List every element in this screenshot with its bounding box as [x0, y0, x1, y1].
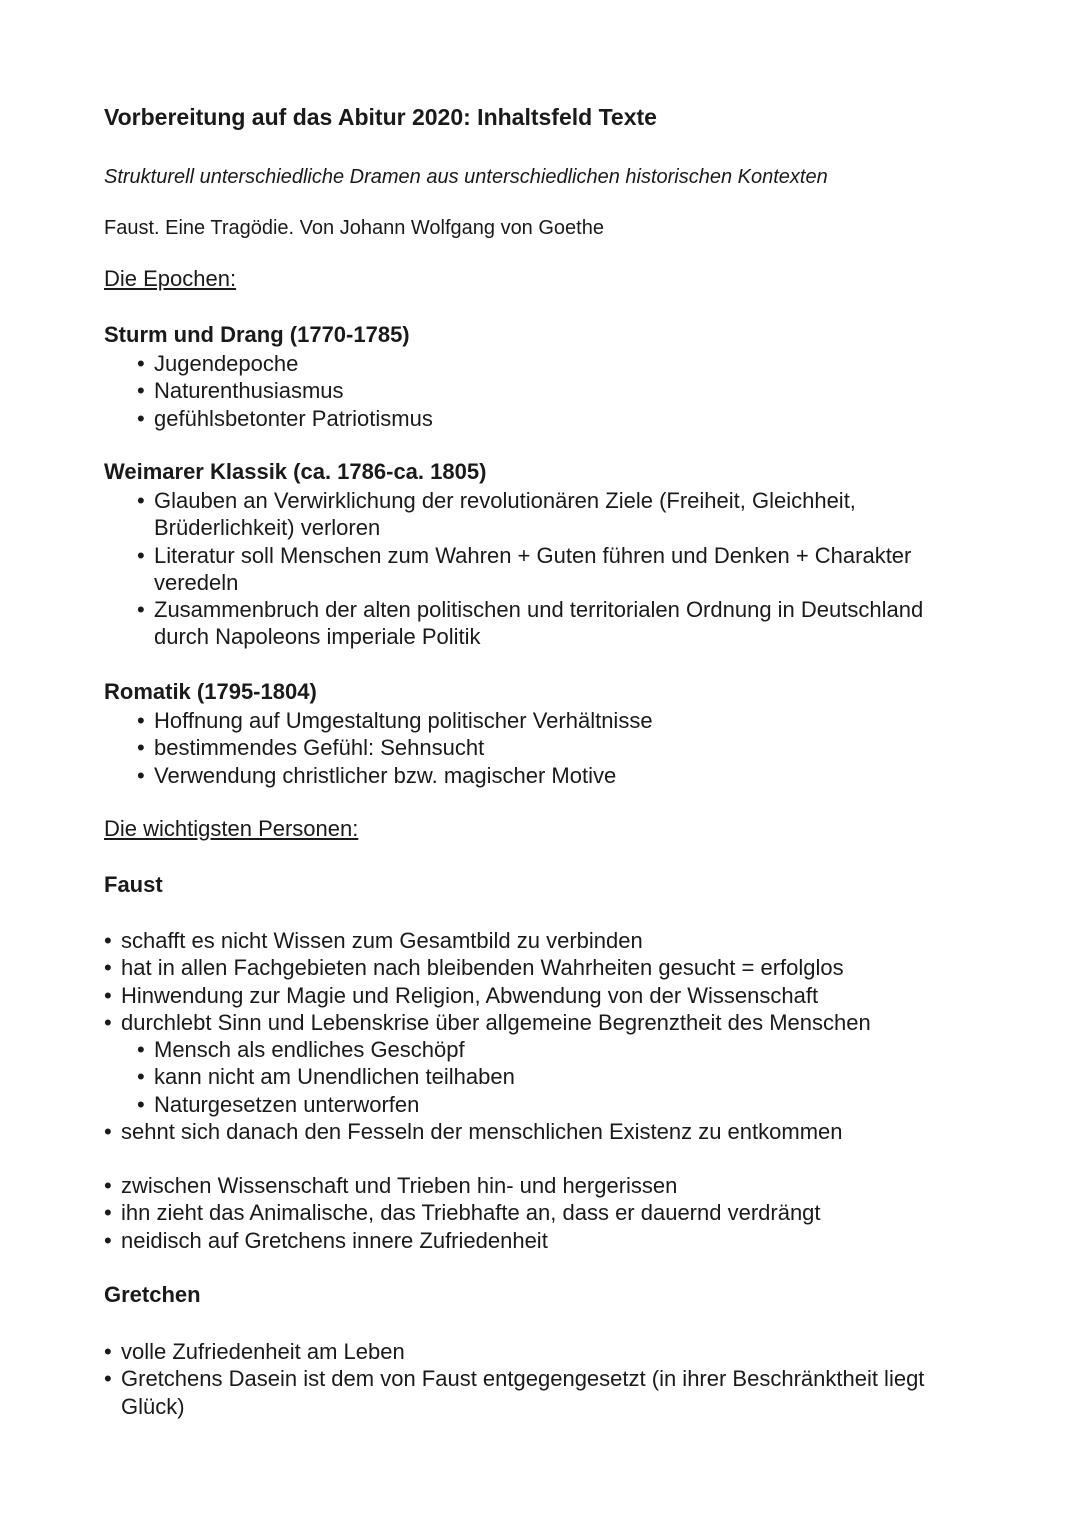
list-item: • Naturenthusiasmus [104, 377, 984, 404]
list-item: • schafft es nicht Wissen zum Gesamtbild zu verbinden [104, 927, 984, 954]
list-item: • neidisch auf Gretchens innere Zufriedenheit [104, 1227, 984, 1254]
epochs-heading: Die Epochen: [104, 266, 237, 291]
list-item: • bestimmendes Gefühl: Sehnsucht [104, 734, 984, 761]
document-title: Vorbereitung auf das Abitur 2020: Inhaltsfeld Texte [104, 104, 657, 130]
list-item: • zwischen Wissenschaft und Trieben hin- und hergerissen [104, 1172, 984, 1199]
list-item: • Zusammenbruch der alten politischen und territorialen Ordnung in Deutschland durch Napoleons imperiale Politik [104, 596, 984, 651]
person-faust-list-b [104, 1172, 984, 1254]
list-item: • ihn zieht das Animalische, das Triebhafte an, dass er dauernd verdrängt [104, 1199, 984, 1226]
list-item: • gefühlsbetonter Patriotismus [104, 405, 984, 432]
epoch-weimarer-klassik-list [104, 487, 984, 651]
list-item: • hat in allen Fachgebieten nach bleibenden Wahrheiten gesucht = erfolglos [104, 954, 984, 981]
list-item: • Verwendung christlicher bzw. magischer Motive [104, 762, 984, 789]
list-item: • Literatur soll Menschen zum Wahren + Guten führen und Denken + Charakter veredeln [104, 542, 984, 597]
list-item: • Jugendepoche [104, 350, 984, 377]
list-item: • Hinwendung zur Magie und Religion, Abwendung von der Wissenschaft [104, 982, 984, 1009]
sub-list-item: • Naturgesetzen unterworfen [104, 1091, 984, 1118]
document-subtitle: Strukturell unterschiedliche Dramen aus unterschiedlichen historischen Kontexten [104, 166, 828, 188]
person-gretchen-list [104, 1338, 944, 1420]
list-item: • Hoffnung auf Umgestaltung politischer Verhältnisse [104, 707, 984, 734]
persons-heading: Die wichtigsten Personen: [104, 816, 359, 841]
list-item: • volle Zufriedenheit am Leben [104, 1338, 944, 1365]
epoch-sturm-und-drang-heading: Sturm und Drang (1770-1785) [104, 322, 410, 347]
epoch-romatik-heading: Romatik (1795-1804) [104, 679, 317, 704]
list-item: • durchlebt Sinn und Lebenskrise über allgemeine Begrenztheit des Menschen [104, 1009, 984, 1036]
sub-list-item: • kann nicht am Unendlichen teilhaben [104, 1063, 984, 1090]
sub-list-item: • Mensch als endliches Geschöpf [104, 1036, 984, 1063]
list-item: • Gretchens Dasein ist dem von Faust entgegengesetzt (in ihrer Beschränktheit liegt Glück) [104, 1365, 944, 1420]
epoch-romatik-list [104, 707, 984, 789]
epoch-sturm-und-drang-list [104, 350, 984, 432]
epoch-weimarer-klassik-heading: Weimarer Klassik (ca. 1786-ca. 1805) [104, 459, 487, 484]
person-faust-list-a [104, 927, 984, 1145]
list-item: • Glauben an Verwirklichung der revolutionären Ziele (Freiheit, Gleichheit, Brüderlichkeit) verloren [104, 487, 984, 542]
person-faust-heading: Faust [104, 872, 163, 897]
person-gretchen-heading: Gretchen [104, 1282, 201, 1307]
list-item: • sehnt sich danach den Fesseln der menschlichen Existenz zu entkommen [104, 1118, 984, 1145]
work-reference: Faust. Eine Tragödie. Von Johann Wolfgang von Goethe [104, 217, 604, 239]
